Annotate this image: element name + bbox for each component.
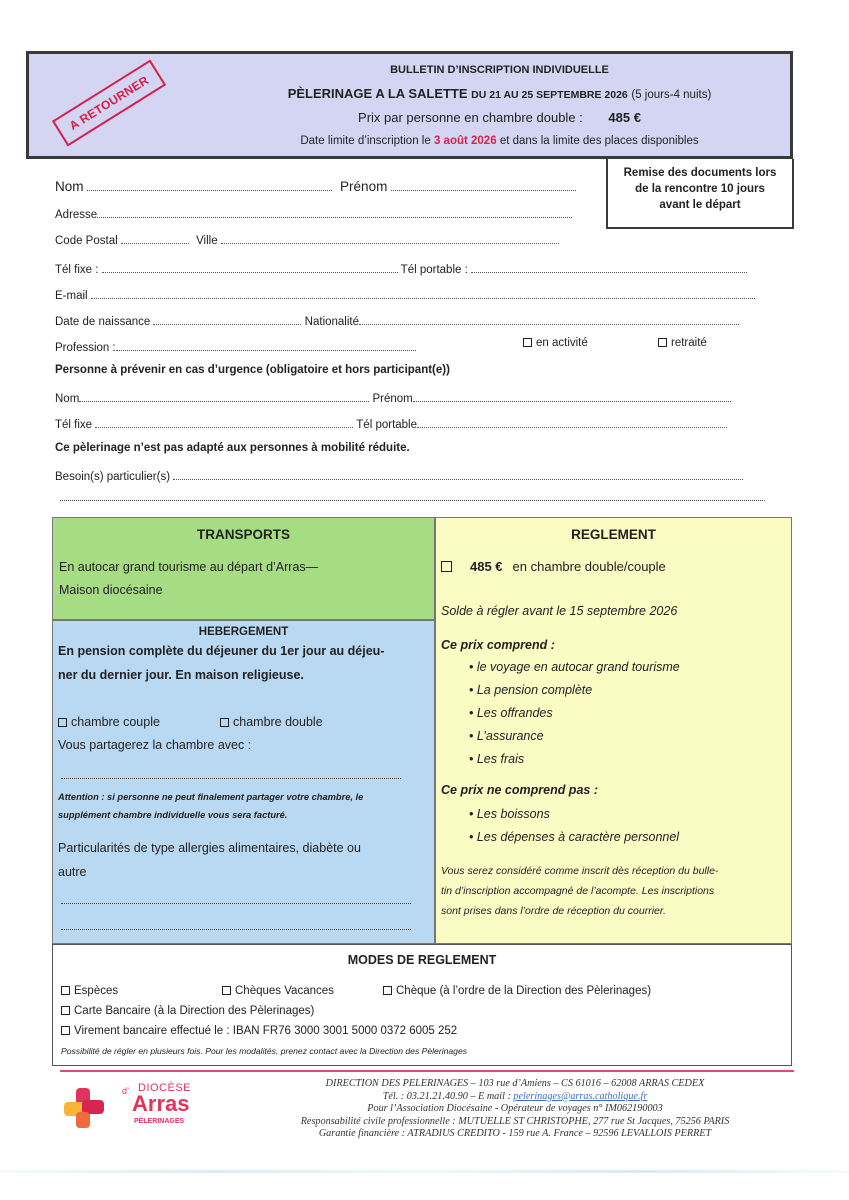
hebergement-desc: ner du dernier jour. En maison religieuse. — [58, 668, 304, 682]
attention-note: Attention : si personne ne peut finalement partager votre chambre, le — [58, 792, 364, 802]
inscription-note: tin d’inscription accompagné de l’acompte. Les inscriptions — [441, 885, 715, 897]
documents-notice-line: de la rencontre 10 jours — [635, 183, 765, 195]
comprend-item: • Les offrandes — [469, 706, 553, 720]
transports-title: TRANSPORTS — [196, 527, 290, 542]
footer-line: Pour l’Association Diocésaine - Opérateur de voyages n° IM062190003 — [367, 1103, 663, 1115]
logo-prefix: d’ — [122, 1086, 130, 1096]
logo-arras-text: Arras — [132, 1091, 190, 1116]
code-postal-label: Code Postal — [55, 235, 118, 247]
checkbox-icon[interactable] — [523, 338, 532, 347]
tel-fixe-label: Tél fixe : — [55, 264, 99, 276]
inscription-note: sont prises dans l’ordre de réception du courrier. — [441, 905, 666, 917]
deadline-date: 3 août 2026 — [433, 135, 497, 147]
prenom-input[interactable] — [391, 180, 576, 191]
adresse-label: Adresse — [55, 209, 98, 221]
retraite-option[interactable] — [658, 337, 707, 349]
urgence-nom-field[interactable] — [55, 391, 731, 405]
cheque-option[interactable] — [383, 985, 651, 997]
en-activite-option[interactable] — [523, 337, 588, 349]
nationalite-label: Nationalité — [304, 316, 360, 328]
urgence-prenom-input[interactable] — [413, 391, 731, 402]
prenom-label: Prénom — [340, 179, 388, 194]
tel-fixe-input[interactable] — [102, 262, 398, 273]
checkbox-icon[interactable] — [383, 986, 392, 995]
comprend-item: • L’assurance — [469, 729, 544, 743]
ville-input[interactable] — [221, 233, 559, 244]
documents-notice-box — [606, 159, 794, 229]
footer-divider — [60, 1070, 794, 1072]
return-stamp: A RETOURNER — [52, 60, 166, 147]
especes-label: Espèces — [74, 985, 119, 997]
virement-label: Virement bancaire effectué le : — [74, 1025, 230, 1037]
besoins-label: Besoin(s) particulier(s) — [55, 471, 171, 483]
urgence-nom-input[interactable] — [79, 391, 369, 402]
deadline-suffix: et dans la limite des places disponibles — [499, 135, 699, 147]
comprend-item: • La pension complète — [469, 683, 593, 697]
price-label: Prix par personne en chambre double : — [358, 110, 583, 125]
urgence-tel-field[interactable] — [55, 417, 727, 431]
email-field[interactable] — [55, 288, 755, 302]
adresse-input[interactable] — [97, 207, 572, 218]
urgence-prenom-label: Prénom — [372, 393, 413, 405]
cheque-label: Chèque (à l’ordre de la Direction des Pèlerinages) — [396, 985, 652, 997]
email-label: E-mail — [55, 290, 88, 302]
checkbox-icon[interactable] — [658, 338, 667, 347]
deadline-line — [209, 135, 790, 147]
footer-email-link[interactable]: pelerinages@arras.catholique.fr — [513, 1090, 648, 1102]
urgence-nom-label: Nom — [55, 393, 80, 405]
profession-label: Profession : — [55, 342, 116, 354]
scan-edge — [0, 1170, 849, 1173]
urgence-tel-portable-input[interactable] — [417, 417, 727, 428]
pilgrimage-dates: DU 21 AU 25 SEPTEMBRE 2026 — [471, 89, 628, 101]
nom-field[interactable] — [55, 179, 576, 194]
carte-label: Carte Bancaire (à la Direction des Pèlerinages) — [74, 1005, 315, 1017]
especes-option[interactable] — [61, 985, 118, 997]
ne-comprend-item-text: Les boissons — [476, 807, 550, 821]
checkbox-icon[interactable] — [220, 718, 229, 727]
price-value: 485 € — [608, 110, 641, 125]
comprend-item: • le voyage en autocar grand tourisme — [469, 660, 680, 674]
ne-comprend-item-text: Les dépenses à caractère personnel — [476, 830, 680, 844]
profession-input[interactable] — [116, 340, 416, 351]
cheques-vacances-label: Chèques Vacances — [235, 985, 334, 997]
reglement-panel — [435, 517, 792, 944]
inscription-note: Vous serez considéré comme inscrit dès réception du bulle- — [441, 865, 719, 877]
transports-line: Maison diocésaine — [59, 583, 163, 597]
solde-note: Solde à régler avant le 15 septembre 2026 — [441, 604, 678, 618]
nom-input[interactable] — [87, 180, 332, 191]
diocese-logo — [62, 1082, 202, 1132]
modes-title: MODES DE REGLEMENT — [347, 953, 497, 967]
chambre-double-label: chambre double — [233, 715, 323, 729]
carte-option[interactable] — [61, 1005, 314, 1017]
footer-line: Responsabilité civile professionnelle : MUTUELLE ST CHRISTOPHE, 277 rue St Jacques, 75256 PARIS — [300, 1115, 730, 1127]
date-naissance-label: Date de naissance — [55, 316, 151, 328]
modes-note: Possibilité de régler en plusieurs fois. Pour les modalités, prenez contact avec la Direction des Pèlerinages — [61, 1046, 468, 1056]
hebergement-desc: En pension complète du déjeuner du 1er jour au déjeu- — [58, 644, 385, 658]
tel-portable-input[interactable] — [471, 262, 747, 273]
comprend-item: • Les frais — [469, 752, 525, 766]
reglement-price: 485 € — [470, 559, 503, 574]
form-title: BULLETIN D’INSCRIPTION INDIVIDUELLE — [390, 64, 609, 76]
checkbox-icon[interactable] — [61, 1026, 70, 1035]
price-line — [209, 110, 790, 125]
comprend-title: Ce prix comprend : — [441, 638, 555, 652]
logo-diocese-text: DIOCÈSE — [138, 1082, 192, 1094]
particularites-field[interactable] — [58, 865, 87, 879]
transports-line: En autocar grand tourisme au départ d’Arras— — [59, 560, 319, 574]
nationalite-input[interactable] — [359, 314, 739, 325]
comprend-item-text: Les offrandes — [476, 706, 553, 720]
date-naissance-input[interactable] — [153, 314, 301, 325]
comprend-item-text: L’assurance — [476, 729, 544, 743]
particularites-label: Particularités de type allergies alimentaires, diabète ou — [58, 841, 361, 855]
urgence-tel-portable-label: Tél portable — [356, 419, 418, 431]
en-activite-label: en activité — [536, 337, 588, 349]
checkbox-icon[interactable] — [61, 986, 70, 995]
checkbox-icon[interactable] — [61, 1006, 70, 1015]
partage-input[interactable] — [61, 778, 401, 779]
modes-panel — [52, 944, 792, 1066]
documents-notice-line: Remise des documents lors — [623, 167, 777, 179]
retraite-label: retraité — [671, 337, 707, 349]
pilgrimage-title — [209, 86, 790, 101]
profession-field[interactable] — [55, 340, 416, 354]
cross-logo-icon — [62, 1086, 106, 1130]
hebergement-title: HEBERGEMENT — [198, 626, 289, 638]
footer-phone: Tél. : 03.21.21.40.90 – E mail : — [382, 1090, 511, 1102]
urgence-tel-fixe-input[interactable] — [95, 417, 353, 428]
chambre-couple-label: chambre couple — [71, 715, 160, 729]
reglement-title: REGLEMENT — [571, 527, 656, 542]
besoins-field[interactable] — [55, 469, 743, 483]
checkbox-icon[interactable] — [58, 718, 67, 727]
transports-panel — [52, 517, 435, 620]
partage-label: Vous partagerez la chambre avec : — [58, 738, 252, 752]
cheques-vacances-option[interactable] — [222, 985, 334, 997]
footer-line — [230, 1091, 800, 1104]
chambre-couple-option[interactable] — [58, 715, 160, 729]
hebergement-panel — [52, 620, 435, 944]
reglement-price-label: en chambre double/couple — [512, 559, 666, 574]
urgence-tel-fixe-label: Tél fixe — [55, 419, 93, 431]
checkbox-icon[interactable] — [441, 561, 452, 572]
chambre-double-option[interactable] — [220, 715, 323, 729]
code-postal-field[interactable] — [55, 233, 559, 247]
particularites-label-2: autre — [58, 865, 87, 879]
footer-line: Garantie financière : ATRADIUS CREDITO - 159 rue A. France – 92596 LEVALLOIS PERRET — [318, 1128, 712, 1140]
tel-portable-label: Tél portable : — [400, 264, 468, 276]
code-postal-input[interactable] — [121, 233, 189, 244]
pilgrimage-duration: (5 jours-4 nuits) — [631, 89, 712, 101]
besoins-input-line2[interactable] — [60, 500, 765, 501]
mobilite-notice: Ce pèlerinage n’est pas adapté aux personnes à mobilité réduite. — [55, 442, 410, 454]
checkbox-icon[interactable] — [222, 986, 231, 995]
comprend-item-text: le voyage en autocar grand tourisme — [476, 660, 680, 674]
comprend-item-text: Les frais — [476, 752, 525, 766]
iban: IBAN FR76 3000 3001 5000 0372 6005 252 — [232, 1025, 458, 1037]
ville-label: Ville — [196, 235, 218, 247]
tel-field[interactable] — [55, 262, 747, 276]
virement-option[interactable] — [61, 1025, 457, 1037]
particularites-input-line3[interactable] — [61, 929, 411, 930]
documents-notice-line: avant le départ — [659, 199, 741, 211]
ne-comprend-item: • Les dépenses à caractère personnel — [469, 830, 680, 844]
urgence-title: Personne à prévenir en cas d’urgence (obligatoire et hors participant(e)) — [55, 364, 450, 376]
logo-pelerinages-text: PÈLERINAGES — [134, 1118, 185, 1125]
attention-note: supplément chambre individuelle vous sera facturé. — [58, 810, 288, 820]
particularites-input-line2[interactable] — [61, 903, 411, 904]
ne-comprend-item: • Les boissons — [469, 807, 550, 821]
ne-comprend-title: Ce prix ne comprend pas : — [441, 783, 598, 797]
email-input[interactable] — [91, 288, 755, 299]
footer-address — [230, 1078, 800, 1141]
footer-line: DIRECTION DES PELERINAGES – 103 rue d’Amiens – CS 61016 – 62008 ARRAS CEDEX — [325, 1078, 705, 1089]
besoins-input[interactable] — [173, 469, 743, 480]
deadline-prefix: Date limite d’inscription le — [300, 135, 431, 147]
header-box — [26, 51, 793, 159]
pilgrimage-name: PÈLERINAGE A LA SALETTE — [287, 86, 468, 101]
nom-label: Nom — [55, 179, 84, 194]
adresse-field[interactable] — [55, 207, 572, 221]
naissance-field[interactable] — [55, 314, 739, 328]
reglement-price-option[interactable] — [441, 559, 666, 574]
comprend-item-text: La pension complète — [476, 683, 593, 697]
